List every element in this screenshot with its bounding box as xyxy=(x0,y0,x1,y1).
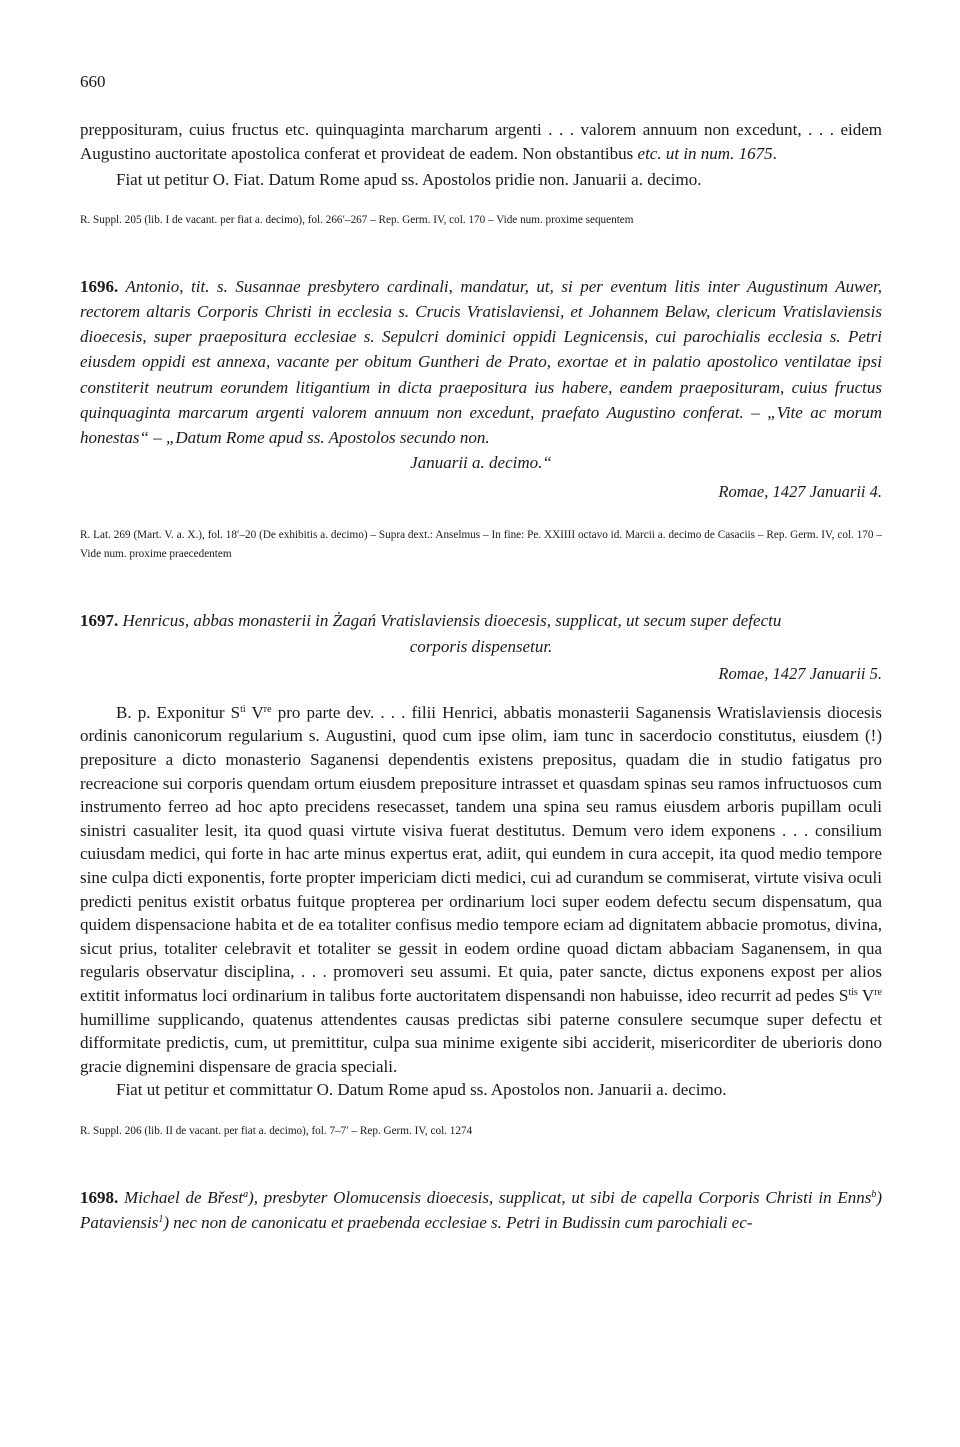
entry-1696-number: 1696. xyxy=(80,276,119,296)
continuation-etc: etc. xyxy=(637,143,662,163)
page-number: 660 xyxy=(80,72,106,91)
entry-1696-summary-text: Antonio, tit. s. Susannae presbytero cardinali, mandatur, ut, si per eventum litis inter Augustinum Auwer, rectorem altaris Corporis Christi in ecclesia s. Crucis Vratislaviensi, et Johannem Belaw, clericum Vratislaviensis dioecesis, super praepositura ecclesiae s. Sepulcri dominici oppidi Legnicensis, cui parochialis ecclesia s. Petri eiusdem oppidi est annexa, vacante per obitum Guntheri de Prato, exortae et in palatio apostolico ventilatae ipsi constiterit neutrum eorundem litigantium in dicta praepositura ius habere, eandem praeposituram, cuius fructus quinquaginta marcarum argenti valorem annuum non excedunt, praefato Augustino conferat. – „Vite ac morum honestas“ – „Datum Rome apud ss. Apostolos secundo non. xyxy=(80,276,882,447)
entry-1697-date: Romae, 1427 Januarii 5. xyxy=(718,663,882,683)
continuation-paragraph: prepposituram, cuius fructus etc. quinquaginta marcharum argenti . . . valorem annuum non excedunt, . . . eidem Augustino auctoritate apostolica conferat et provideat de eadem. Non obstantibus etc. ut in num. 1675. xyxy=(80,120,882,163)
entry-1696-summary xyxy=(80,274,882,450)
continuation-text: prepposituram, cuius fructus etc. quinquaginta marcharum argenti . . . valorem annuum non excedunt, . . . eidem Augustino auctoritate apostolica conferat et provideat de eadem. Non obstantibus xyxy=(80,120,882,163)
entry-1697-summary xyxy=(80,608,882,633)
entry-1698-number: 1698. xyxy=(80,1187,119,1207)
entry-1697-summary-last: corporis dispensetur. xyxy=(409,636,553,656)
entry-1696-date: Romae, 1427 Januarii 4. xyxy=(718,482,882,502)
entry-1696-summary-last: Januarii a. decimo.“ xyxy=(410,453,552,473)
entry-1697-body: B. p. Exponitur $S^{ti}$ Vre pro parte dev. . . . filii Henrici, abbatis monasterii Saganensis Wratislaviensis diocesis ordinis canonicorum regularium s. Augustini, quod cum ipse olim, iam tunc in sacerdocio constitutus, eiusdem (!) prepositure a dicto monasterio Saganensi dependentis existens prepositus, quadam die in studio fatigatus pro recreacione sui corporis quendam ortum eiusdem prepositure intrasset et quasdam spinas seu ramos infructuosos cum instrumento ferreo ad hoc apto precidens resecasset, tandem una spina seu ramus eiusdem arboris pupillam oculi sinistri casualiter lesit, ita quod quasi virtute visiva fuerat destitutus. Demum vero idem exponens . . . consilium cuiusdam medici, qui forte in hac arte minus expertus erat, adiit, qui eundem in cura accepit, ita quod medio tempore sine culpa dicti exponentis, forte propter impericiam dicti medici, cui ad curandum se commiserat, virtute visiva oculi predicti penitus existit orbatus fuitque propterea per ordinarium loci super eodem defectu secum dispensatum, qua quidem dispensacione habita et de ea totaliter confisus medio tempore eciam ad dignitatem abbacie promotus, divina, sicut prius, totaliter celebravit et totaliter se gessit in eodem ordine quoad dictam abbaciam Saganensem, in qua regularis observatur disciplina, . . . promoveri seu assumi. Et quia, pater sancte, dictus exponens expost per alios extitit informatus loci ordinarium in talibus forte auctoritatem dispensandi non habuisse, ideo recurrit ad pedes $S^{tis}$ Vre humillime supplicando, quatenus attendentes causas predictas sibi paterne consulere secumque super defectu et difformitate predictis, cum, ut premittitur, culpa sua minime exigente sibi acciderit, misericorditer de uberioris dono gracie dignemini dispensare de gracia speciali. xyxy=(80,702,882,1076)
entry-1697-summary-text: Henricus, abbas monasterii in Żagań Vratislaviensis dioecesis, supplicat, ut secum super defectu xyxy=(122,611,782,631)
entry-1697-fiat: Fiat ut petitur et committatur O. Datum Rome apud ss. Apostolos non. Januarii a. decimo. xyxy=(116,1080,727,1100)
entry-1696-note: R. Lat. 269 (Mart. V. a. X.), fol. 18′–20 (De exhibitis a. decimo) – Supra dext.: Anselmus – In fine: Pe. XXIIII octavo id. Marcii a. decimo de Casaciis – Rep. Germ. IV, col. 170 – Vide num. proxime praecedentem xyxy=(80,529,882,561)
continuation-note: R. Suppl. 205 (lib. I de vacant. per fiat a. decimo), fol. 266′–267 – Rep. Germ. IV, col. 170 – Vide num. proxime sequentem xyxy=(80,213,634,226)
continuation-fiat: Fiat ut petitur O. Fiat. Datum Rome apud ss. Apostolos pridie non. Januarii a. decimo. xyxy=(116,170,702,190)
document-page xyxy=(80,72,882,1235)
entry-1698-summary: 1698. Michael de Břest$^a$), presbyter Olomucensis dioecesis, supplicat, ut sibi de capella Corporis Christi in Enns$^b$) Pataviensis$^1$) nec non de canonicatu et praebenda ecclesiae s. Petri in Budissin cum parochiali ec- xyxy=(80,1187,882,1233)
continuation-ref: ut in num. 1675 xyxy=(665,143,773,163)
entry-1697-number: 1697. xyxy=(80,611,119,631)
entry-1697-note: R. Suppl. 206 (lib. II de vacant. per fiat a. decimo), fol. 7–7′ – Rep. Germ. IV, col. 1274 xyxy=(80,1124,473,1137)
